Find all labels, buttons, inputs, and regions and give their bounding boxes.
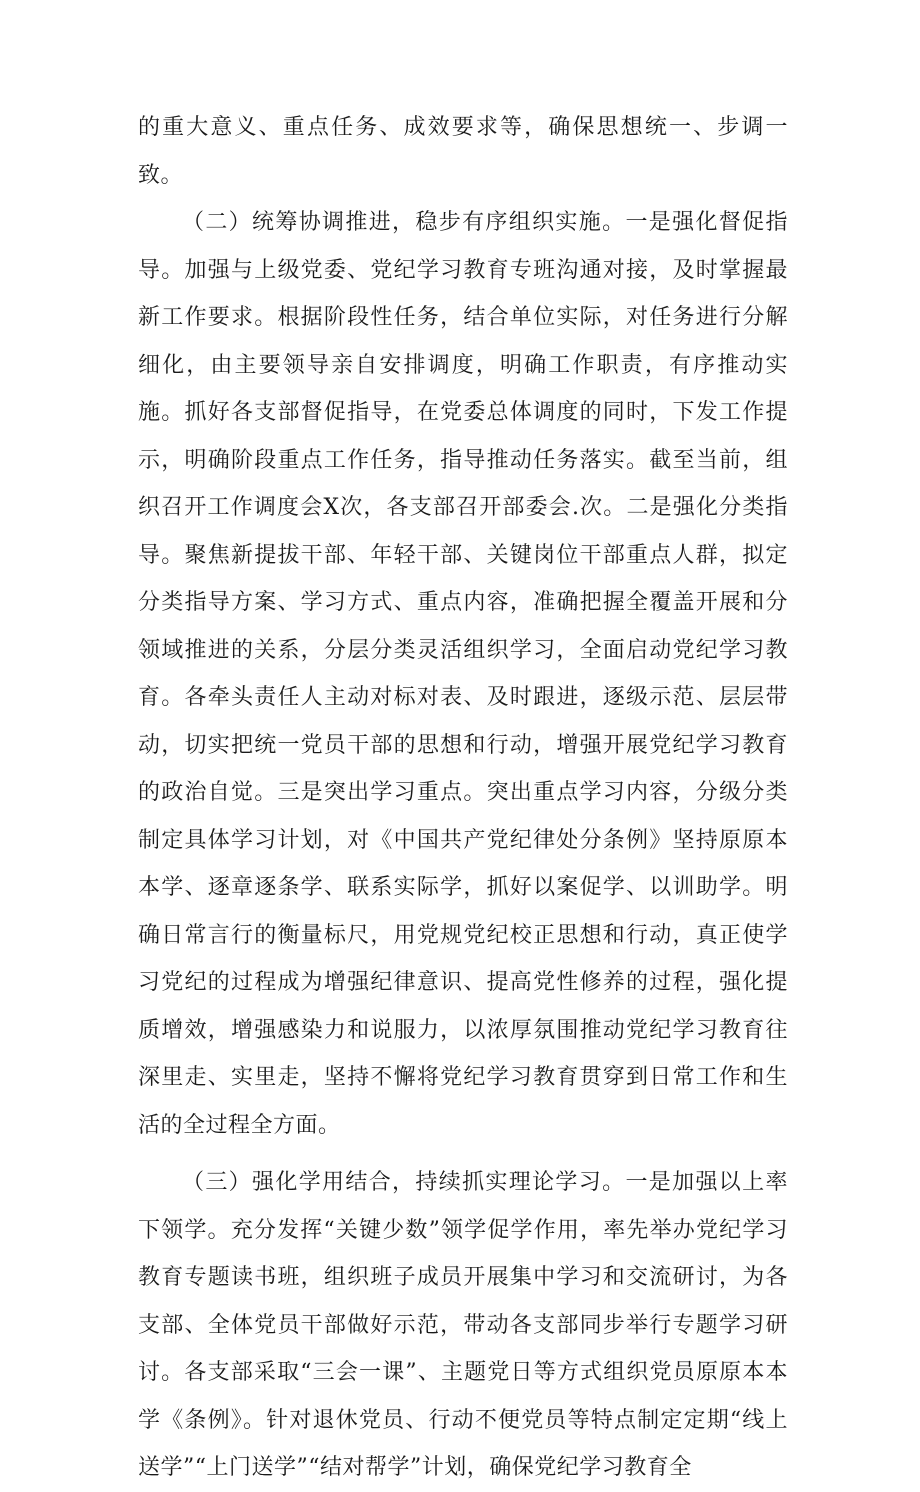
paragraph-section-three: （三）强化学用结合，持续抓实理论学习。一是加强以上率下领学。充分发挥“关键少数”领学促学作用，率先举办党纪学习教育专题读书班，组织班子成员开展集中学习和交流研讨，为各支部、全体党员干部做好示范，带动各支部同步举行专题学习研讨。各支部采取“三会一课”、主题党日等方式组织党员原原本本学《条例》。针对退休党员、行动不便党员等特点制定定期“线上送学”“上门送学”“结对帮学”计划，确保党纪学习教育全 [138, 1170, 788, 1480]
paragraph-section-two: （二）统筹协调推进，稳步有序组织实施。一是强化督促指导。加强与上级党委、党纪学习教育专班沟通对接，及时掌握最新工作要求。根据阶段性任务，结合单位实际，对任务进行分解细化，由主要领导亲自安排调度，明确工作职责，有序推动实施。抓好各支部督促指导，在党委总体调度的同时，下发工作提示，明确阶段重点工作任务，指导推动任务落实。截至当前，组织召开工作调度会X次，各支部召开部委会.次。二是强化分类指导。聚焦新提拔干部、年轻干部、关键岗位干部重点人群，拟定分类指导方案、学习方式、重点内容，准确把握全覆盖开展和分领域推进的关系，分层分类灵活组织学习，全面启动党纪学习教育。各牵头责任人主动对标对表、及时跟进，逐级示范、层层带动，切实把统一党员干部的思想和行动，增强开展党纪学习教育的政治自觉。三是突出学习重点。突出重点学习内容，分级分类制定具体学习计划，对《中国共产党纪律处分条例》坚持原原本本学、逐章逐条学、联系实际学，抓好以案促学、以训助学。明确日常言行的衡量标尺，用党规党纪校正思想和行动，真正使学习党纪的过程成为增强纪律意识、提高党性修养的过程，强化提质增效，增强感染力和说服力，以浓厚氛围推动党纪学习教育往深里走、实里走，坚持不懈将党纪学习教育贯穿到日常工作和生活的全过程全方面。 [138, 210, 788, 1138]
paragraph-continuation: 的重大意义、重点任务、成效要求等，确保思想统一、步调一致。 [138, 115, 788, 188]
document-body [138, 104, 788, 1492]
